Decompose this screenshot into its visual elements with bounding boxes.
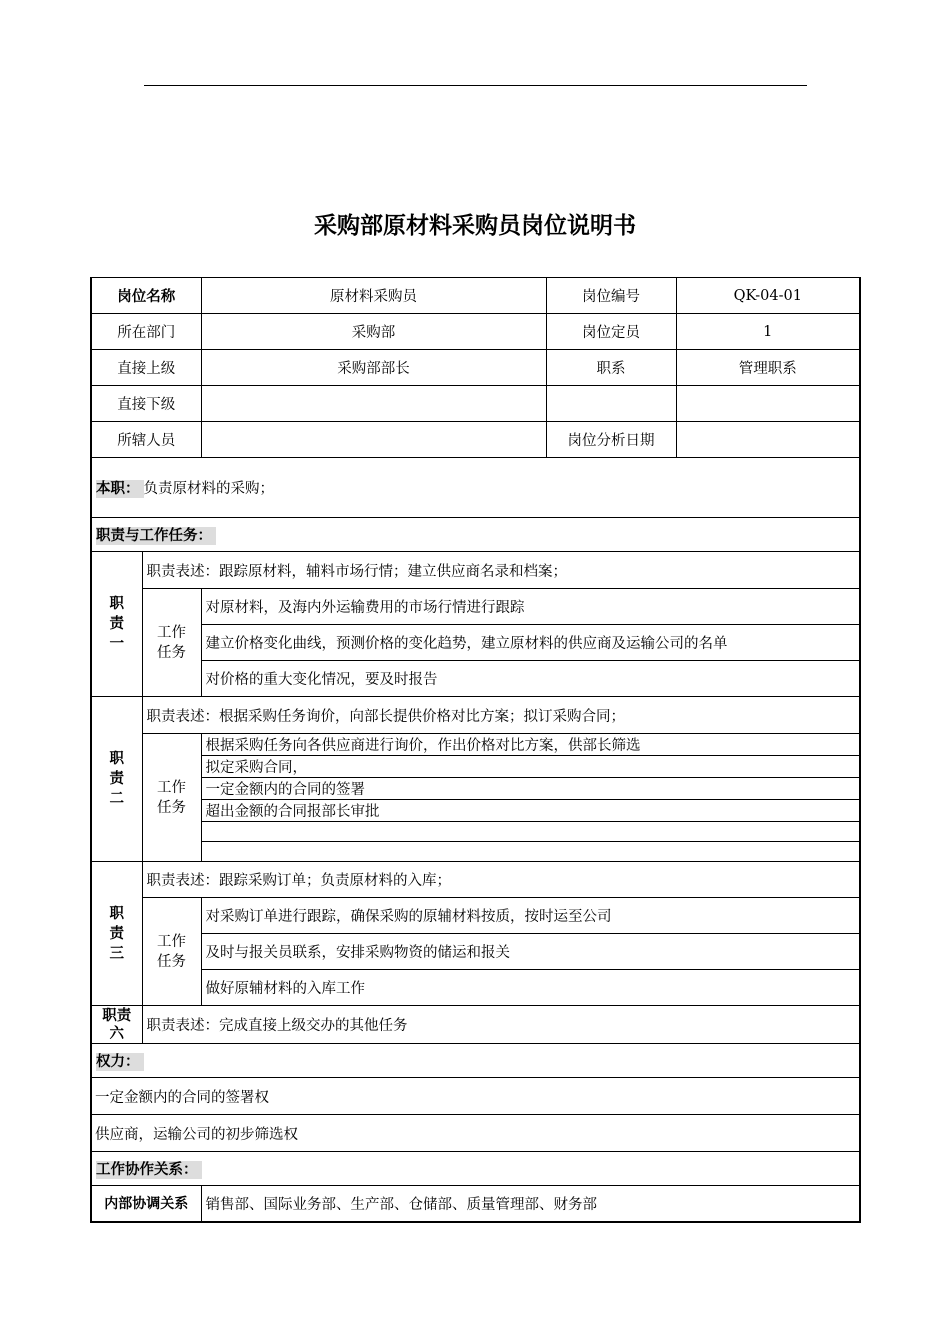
resp2-task-empty bbox=[201, 842, 860, 862]
staff-label: 所辖人员 bbox=[91, 422, 201, 458]
cooperation-header-cell bbox=[91, 1152, 860, 1186]
duty-value: 负责原材料的采购； bbox=[143, 481, 274, 497]
resp2-task-2: 拟定采购合同， bbox=[201, 756, 860, 778]
staff-value bbox=[201, 422, 546, 458]
resp6-row bbox=[91, 1006, 860, 1044]
subordinate-value bbox=[201, 386, 546, 422]
row-superior bbox=[91, 350, 860, 386]
resp1-task-2: 建立价格变化曲线，预测价格的变化趋势，建立原材料的供应商及运输公司的名单 bbox=[201, 625, 860, 661]
superior-label: 直接上级 bbox=[91, 350, 201, 386]
cooperation-header: 工作协作关系： bbox=[96, 1161, 202, 1179]
quota-label: 岗位定员 bbox=[546, 314, 676, 350]
row-duty bbox=[91, 458, 860, 518]
resp2-task-row bbox=[91, 778, 860, 800]
resp3-label: 职责三 bbox=[91, 862, 142, 1006]
resp3-desc-row bbox=[91, 862, 860, 898]
resp3-task-label: 工作任务 bbox=[142, 898, 201, 1006]
resp1-task-row bbox=[91, 625, 860, 661]
power-item-2: 供应商，运输公司的初步筛选权 bbox=[91, 1115, 860, 1152]
department-value: 采购部 bbox=[201, 314, 546, 350]
resp3-task-3: 做好原辅材料的入库工作 bbox=[201, 970, 860, 1006]
subordinate-label: 直接下级 bbox=[91, 386, 201, 422]
header-rule bbox=[144, 85, 807, 86]
row-internal-coordination bbox=[91, 1186, 860, 1222]
position-code-label: 岗位编号 bbox=[546, 278, 676, 314]
quota-value: 1 bbox=[676, 314, 860, 350]
resp1-task-row bbox=[91, 661, 860, 697]
resp2-task-1: 根据采购任务向各供应商进行询价，作出价格对比方案，供部长筛选 bbox=[201, 734, 860, 756]
series-label: 职系 bbox=[546, 350, 676, 386]
internal-coordination-value: 销售部、国际业务部、生产部、仓储部、质量管理部、财务部 bbox=[201, 1186, 860, 1222]
resp2-description: 职责表述：根据采购任务询价，向部长提供价格对比方案；拟订采购合同； bbox=[142, 697, 860, 734]
position-name-value: 原材料采购员 bbox=[201, 278, 546, 314]
responsibilities-header-cell bbox=[91, 518, 860, 552]
power-header-cell bbox=[91, 1044, 860, 1078]
resp2-task-row bbox=[91, 800, 860, 822]
resp2-task-label: 工作任务 bbox=[142, 734, 201, 862]
resp3-task-2: 及时与报关员联系，安排采购物资的储运和报关 bbox=[201, 934, 860, 970]
resp2-task-4: 超出金额的合同报部长审批 bbox=[201, 800, 860, 822]
resp1-label: 职责一 bbox=[91, 552, 142, 697]
resp2-desc-row bbox=[91, 697, 860, 734]
resp6-label: 职责六 bbox=[91, 1006, 142, 1044]
resp1-task-row bbox=[91, 589, 860, 625]
analysis-date-label: 岗位分析日期 bbox=[546, 422, 676, 458]
analysis-date-value bbox=[676, 422, 860, 458]
resp2-task-row bbox=[91, 756, 860, 778]
series-value: 管理职系 bbox=[676, 350, 860, 386]
power-item-row bbox=[91, 1115, 860, 1152]
superior-value: 采购部部长 bbox=[201, 350, 546, 386]
row-power-header bbox=[91, 1044, 860, 1078]
position-code-value: QK-04-01 bbox=[676, 278, 860, 314]
department-label: 所在部门 bbox=[91, 314, 201, 350]
resp1-task-label: 工作任务 bbox=[142, 589, 201, 697]
resp2-task-empty bbox=[201, 822, 860, 842]
resp3-task-row bbox=[91, 898, 860, 934]
empty-cell bbox=[676, 386, 860, 422]
job-description-table bbox=[90, 277, 861, 1223]
resp2-task-row bbox=[91, 842, 860, 862]
resp1-description: 职责表述：跟踪原材料，辅料市场行情；建立供应商名录和档案； bbox=[142, 552, 860, 589]
power-item-row bbox=[91, 1078, 860, 1115]
resp1-task-3: 对价格的重大变化情况，要及时报告 bbox=[201, 661, 860, 697]
resp2-task-row bbox=[91, 822, 860, 842]
position-name-label: 岗位名称 bbox=[91, 278, 201, 314]
row-staff bbox=[91, 422, 860, 458]
document-title: 采购部原材料采购员岗位说明书 bbox=[314, 213, 636, 239]
power-header: 权力： bbox=[96, 1053, 144, 1071]
duty-label: 本职： bbox=[96, 480, 144, 498]
resp1-task-1: 对原材料，及海内外运输费用的市场行情进行跟踪 bbox=[201, 589, 860, 625]
row-responsibilities-header bbox=[91, 518, 860, 552]
empty-cell bbox=[546, 386, 676, 422]
resp1-desc-row bbox=[91, 552, 860, 589]
resp2-task-row bbox=[91, 734, 860, 756]
power-item-1: 一定金额内的合同的签署权 bbox=[91, 1078, 860, 1115]
row-cooperation-header bbox=[91, 1152, 860, 1186]
resp3-description: 职责表述：跟踪采购订单；负责原材料的入库； bbox=[142, 862, 860, 898]
row-department bbox=[91, 314, 860, 350]
resp2-task-3: 一定金额内的合同的签署 bbox=[201, 778, 860, 800]
row-position-name bbox=[91, 278, 860, 314]
resp2-label: 职责二 bbox=[91, 697, 142, 862]
row-subordinate bbox=[91, 386, 860, 422]
duty-cell bbox=[91, 458, 860, 518]
responsibilities-header: 职责与工作任务： bbox=[96, 527, 216, 545]
resp3-task-row bbox=[91, 934, 860, 970]
resp3-task-row bbox=[91, 970, 860, 1006]
internal-coordination-label: 内部协调关系 bbox=[91, 1186, 201, 1222]
resp3-task-1: 对采购订单进行跟踪，确保采购的原辅材料按质，按时运至公司 bbox=[201, 898, 860, 934]
resp6-description: 职责表述：完成直接上级交办的其他任务 bbox=[142, 1006, 860, 1044]
